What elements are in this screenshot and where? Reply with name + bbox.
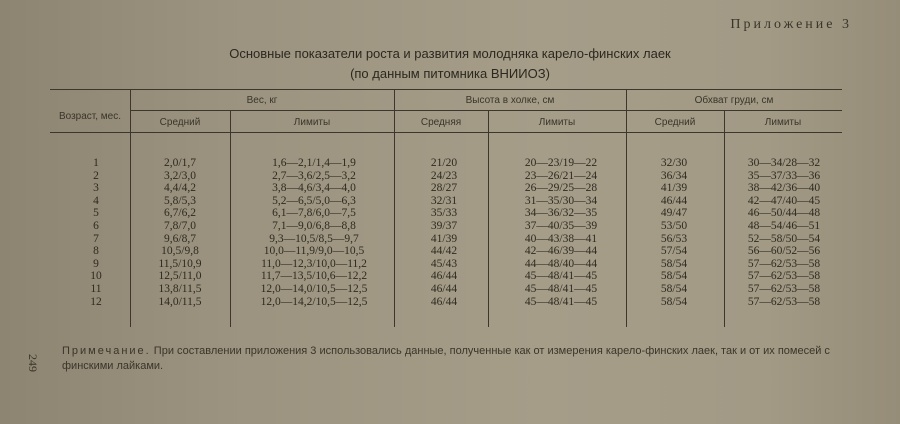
- cell-height-limits: 34—36/32—35: [524, 207, 598, 220]
- header-height: Высота в холке, см: [465, 95, 555, 106]
- footnote-text: При составлении приложения 3 использовались данные, полученные как от измерения карело-финских лаек, так и от их помесей с финскими лайками.: [62, 345, 830, 372]
- cell-age: 11: [90, 282, 102, 295]
- cell-height-avg: 28/27: [430, 182, 458, 195]
- page-number: 249: [26, 354, 40, 372]
- cell-weight-avg: 5,8/5,3: [164, 194, 196, 207]
- cell-weight-limits: 6,1—7,8/6,0—7,5: [272, 207, 356, 220]
- cell-height-avg: 45/43: [430, 257, 458, 270]
- cell-age: 9: [93, 257, 99, 270]
- column-weight-avg: [150, 157, 210, 308]
- cell-height-limits: 44—48/40—44: [524, 257, 598, 270]
- cell-chest-limits: 46—50/44—48: [747, 207, 821, 220]
- header-weight-limits: Лимиты: [293, 117, 331, 128]
- cell-weight-limits: 1,6—2,1/1,4—1,9: [272, 157, 356, 169]
- cell-weight-avg: 11,5/10,9: [158, 257, 202, 270]
- appendix-label: Приложение 3: [730, 17, 852, 32]
- cell-chest-limits: 35—37/33—36: [747, 169, 821, 182]
- cell-age: 4: [93, 194, 99, 207]
- cell-chest-avg: 58/54: [660, 257, 688, 270]
- cell-weight-limits: 5,2—6,5/5,0—6,3: [272, 194, 356, 207]
- cell-age: 7: [93, 232, 99, 245]
- cell-weight-limits: 12,0—14,0/10,5—12,5: [260, 282, 368, 295]
- cell-age: 3: [93, 182, 99, 195]
- cell-height-limits: 45—48/41—45: [524, 282, 598, 295]
- cell-weight-limits: 9,3—10,5/8,5—9,7: [269, 232, 359, 245]
- cell-chest-limits: 30—34/28—32: [747, 157, 821, 169]
- cell-chest-limits: 57—62/53—58: [747, 282, 821, 295]
- cell-weight-limits: 10,0—11,9/9,0—10,5: [263, 245, 365, 258]
- cell-weight-avg: 4,4/4,2: [164, 182, 196, 195]
- cell-weight-avg: 14,0/11,5: [158, 295, 202, 308]
- cell-height-avg: 21/20: [430, 157, 458, 169]
- column-chest-avg: [646, 157, 702, 308]
- cell-height-limits: 26—29/25—28: [524, 182, 598, 195]
- cell-height-avg: 46/44: [430, 295, 458, 308]
- cell-chest-avg: 53/50: [660, 219, 688, 232]
- cell-weight-limits: 11,7—13,5/10,6—12,2: [260, 270, 368, 283]
- header-height-avg: Средняя: [420, 117, 462, 128]
- cell-weight-avg: 2,0/1,7: [164, 157, 196, 169]
- cell-chest-limits: 57—62/53—58: [747, 270, 821, 283]
- cell-weight-limits: 7,1—9,0/6,8—8,8: [272, 219, 356, 232]
- cell-height-avg: 44/42: [430, 245, 458, 258]
- cell-age: 10: [90, 270, 102, 283]
- column-height-limits: [496, 157, 626, 308]
- cell-height-limits: 45—48/41—45: [524, 270, 598, 283]
- cell-height-avg: 46/44: [430, 270, 458, 283]
- cell-chest-avg: 36/34: [660, 169, 688, 182]
- cell-height-limits: 31—35/30—34: [524, 194, 598, 207]
- header-weight: Вес, кг: [246, 95, 278, 106]
- cell-chest-limits: 57—62/53—58: [747, 295, 821, 308]
- cell-weight-limits: 2,7—3,6/2,5—3,2: [272, 169, 356, 182]
- cell-weight-avg: 13,8/11,5: [158, 282, 202, 295]
- cell-weight-avg: 6,7/6,2: [164, 207, 196, 220]
- column-divider-height-limits: [488, 110, 489, 327]
- cell-weight-limits: 3,8—4,6/3,4—4,0: [272, 182, 356, 195]
- cell-chest-limits: 48—54/46—51: [747, 219, 821, 232]
- cell-weight-avg: 9,6/8,7: [164, 232, 196, 245]
- cell-weight-avg: 10,5/9,8: [161, 245, 199, 258]
- header-weight-avg: Средний: [159, 117, 201, 128]
- cell-height-limits: 20—23/19—22: [524, 157, 598, 169]
- column-age: [82, 157, 110, 308]
- cell-chest-avg: 41/39: [660, 182, 688, 195]
- footnote-lead: Примечание.: [62, 345, 151, 357]
- cell-height-limits: 37—40/35—39: [524, 219, 598, 232]
- header-age: Возраст, мес.: [58, 111, 122, 122]
- column-height-avg: [416, 157, 472, 308]
- cell-height-avg: 41/39: [430, 232, 458, 245]
- cell-age: 2: [93, 169, 99, 182]
- cell-chest-avg: 46/44: [660, 194, 688, 207]
- cell-height-avg: 35/33: [430, 207, 458, 220]
- cell-chest-avg: 56/53: [660, 232, 688, 245]
- cell-height-limits: 23—26/21—24: [524, 169, 598, 182]
- cell-age: 1: [93, 157, 99, 169]
- table-title: Основные показатели роста и развития молодняка карело-финских лаек: [229, 46, 671, 61]
- cell-chest-limits: 56—60/52—56: [747, 245, 821, 258]
- cell-age: 8: [93, 245, 99, 258]
- cell-weight-avg: 7,8/7,0: [164, 219, 196, 232]
- cell-chest-limits: 42—47/40—45: [747, 194, 821, 207]
- column-chest-limits: [722, 157, 846, 308]
- cell-age: 6: [93, 219, 99, 232]
- cell-chest-avg: 58/54: [660, 282, 688, 295]
- cell-chest-avg: 58/54: [660, 295, 688, 308]
- header-chest: Обхват груди, см: [694, 95, 774, 106]
- cell-height-limits: 40—43/38—41: [524, 232, 598, 245]
- cell-height-avg: 39/37: [430, 219, 458, 232]
- cell-height-avg: 46/44: [430, 282, 458, 295]
- cell-weight-avg: 12,5/11,0: [158, 270, 202, 283]
- column-divider-weight-limits: [230, 110, 231, 327]
- cell-height-avg: 32/31: [430, 194, 458, 207]
- cell-chest-avg: 58/54: [660, 270, 688, 283]
- header-chest-limits: Лимиты: [764, 117, 802, 128]
- footnote: [62, 344, 852, 374]
- cell-weight-limits: 12,0—14,2/10,5—12,5: [260, 295, 368, 308]
- cell-age: 5: [93, 207, 99, 220]
- table-subtitle: (по данным питомника ВНИИОЗ): [350, 66, 550, 81]
- header-height-limits: Лимиты: [538, 117, 576, 128]
- cell-weight-avg: 3,2/3,0: [164, 169, 196, 182]
- table-top-rule: [50, 89, 842, 90]
- cell-chest-avg: 32/30: [660, 157, 688, 169]
- column-weight-limits: [242, 157, 386, 308]
- cell-chest-avg: 57/54: [660, 245, 688, 258]
- cell-chest-avg: 49/47: [660, 207, 688, 220]
- cell-chest-limits: 57—62/53—58: [747, 257, 821, 270]
- header-chest-avg: Средний: [654, 117, 696, 128]
- cell-height-limits: 42—46/39—44: [524, 245, 598, 258]
- cell-weight-limits: 11,0—12,3/10,0—11,2: [261, 257, 367, 270]
- cell-chest-limits: 52—58/50—54: [747, 232, 821, 245]
- cell-height-limits: 45—48/41—45: [524, 295, 598, 308]
- header-mid-rule: [130, 110, 842, 111]
- cell-chest-limits: 38—42/36—40: [747, 182, 821, 195]
- cell-age: 12: [90, 295, 102, 308]
- cell-height-avg: 24/23: [430, 169, 458, 182]
